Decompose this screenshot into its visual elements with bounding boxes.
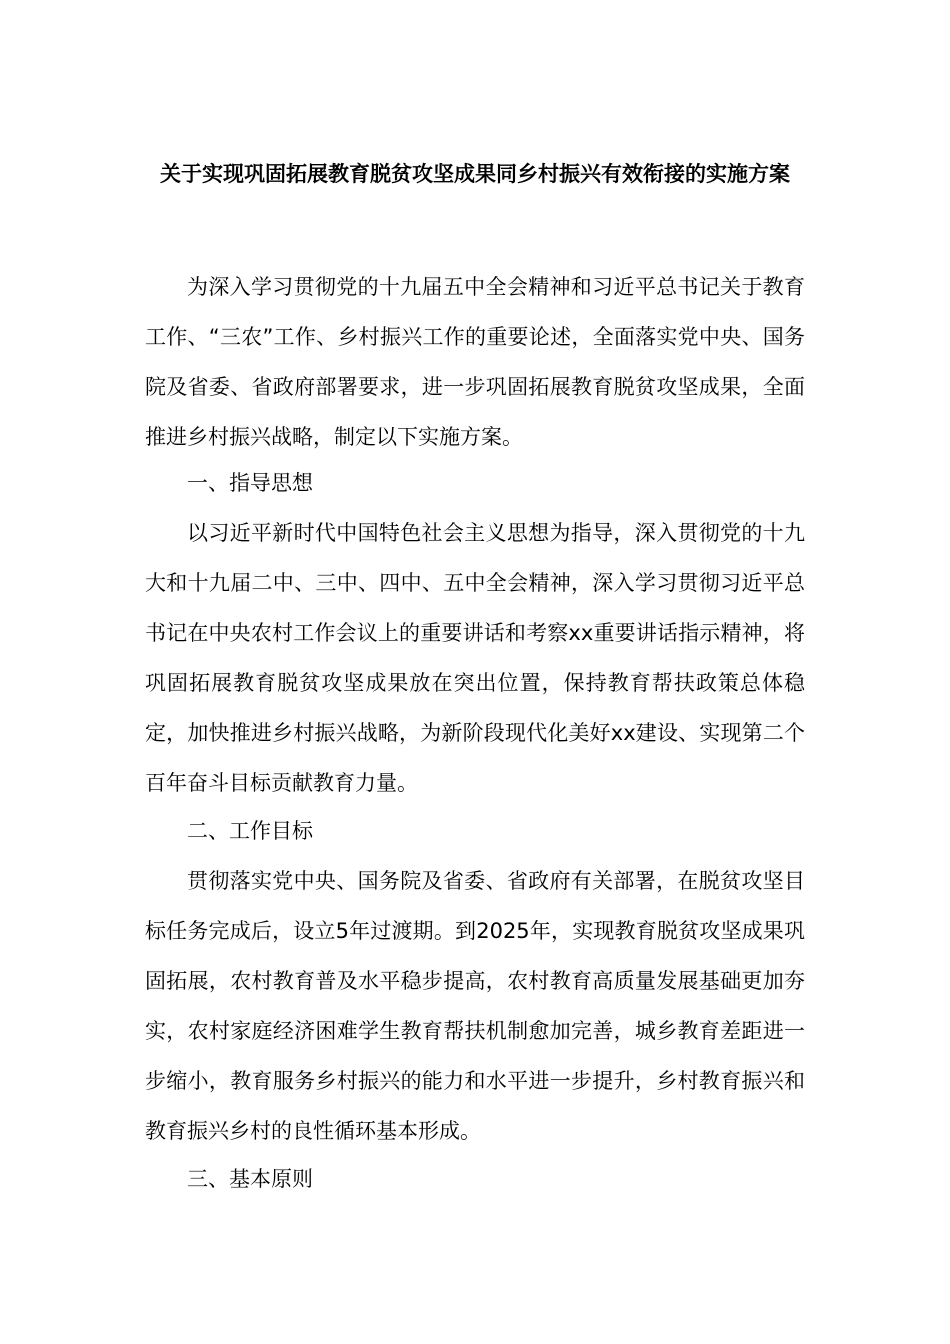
section-heading-guiding-ideology: 一、指导思想 (187, 471, 313, 495)
guiding-ideology-paragraph: 以习近平新时代中国特色社会主义思想为指导，深入贯彻党的十九大和十九届二中、三中、四中、五中全会精神，深入学习贯彻习近平总书记在中央农村工作会议上的重要讲话和考察xx重要讲话指示精神，将巩固拓展教育脱贫攻坚成果放在突出位置，保持教育帮扶政策总体稳定，加快推进乡村振兴战略，为新阶段现代化美好xx建设、实现第二个百年奋斗目标贡献教育力量。 (145, 521, 805, 795)
section-heading-work-goals: 二、工作目标 (187, 819, 313, 843)
section-heading-basic-principles: 三、基本原则 (187, 1167, 313, 1191)
work-goals-paragraph: 贯彻落实党中央、国务院及省委、省政府有关部署，在脱贫攻坚目标任务完成后，设立5年过渡期。到2025年，实现教育脱贫攻坚成果巩固拓展，农村教育普及水平稳步提高，农村教育高质量发展基础更加夯实，农村家庭经济困难学生教育帮扶机制愈加完善，城乡教育差距进一步缩小，教育服务乡村振兴的能力和水平进一步提升，乡村教育振兴和教育振兴乡村的良性循环基本形成。 (145, 869, 805, 1143)
document-title: 关于实现巩固拓展教育脱贫攻坚成果同乡村振兴有效衔接的实施方案 (160, 162, 790, 186)
intro-paragraph: 为深入学习贯彻党的十九届五中全会精神和习近平总书记关于教育工作、“三农”工作、乡村振兴工作的重要论述，全面落实党中央、国务院及省委、省政府部署要求，进一步巩固拓展教育脱贫攻坚成果，全面推进乡村振兴战略，制定以下实施方案。 (145, 275, 805, 449)
